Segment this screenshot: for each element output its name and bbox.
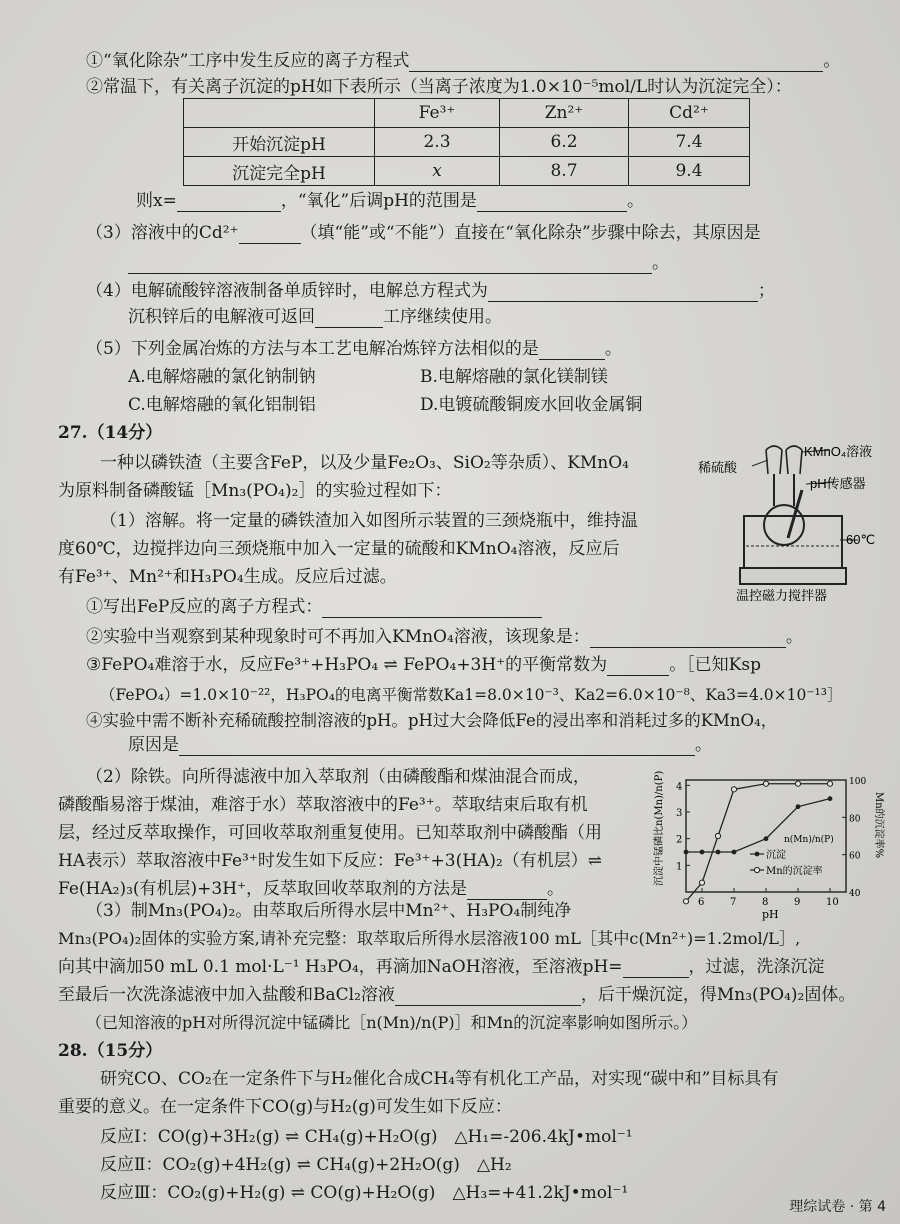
x-axis-label: pH (762, 908, 779, 921)
label-temp: 60℃ (846, 532, 876, 547)
q27-r4: HA表示）萃取溶液中Fe³⁺时发生如下反应：Fe³⁺+3(HA)₂（有机层）⇌ (58, 851, 603, 871)
series-rate-point (827, 781, 832, 786)
table-row: 沉淀完全pH x 8.7 9.4 (184, 157, 750, 186)
option-c: C.电解熔融的氧化铝制铝 (128, 395, 316, 415)
series-ratio-point (716, 850, 721, 855)
q27-r1: （2）除铁。向所得滤液中加入萃取剂（由磷酸酯和煤油混合而成， (86, 767, 590, 787)
q28-reaction2: 反应Ⅱ：CO₂(g)+4H₂(g) ⇌ CH₄(g)+2H₂O(g) △H₂ (100, 1155, 512, 1175)
series-ratio-point (828, 796, 833, 801)
q27-p1: 一种以磷铁渣（主要含FeP，以及少量Fe₂O₃、SiO₂等杂质）、KMnO₄ (100, 453, 629, 473)
q27-r10: （已知溶液的pH对所得沉淀中锰磷比［n(Mn)/n(P)］和Mn的沉淀率影响如图所示。） (86, 1013, 698, 1032)
series-rate-point (699, 880, 704, 885)
q26-line4: （3）溶液中的Cd²⁺ （填“能”或“不能”）直接在“氧化除杂”步骤中除去，其原因是 (86, 223, 761, 243)
chart-marks (676, 777, 866, 908)
funnel-kmno4 (786, 446, 802, 474)
x-tick-label: 8 (762, 897, 769, 908)
q28-p1: 研究CO、CO₂在一定条件下与H₂催化合成CH₄等有机化工产品，对实现“碳中和”目标具有 (100, 1069, 779, 1089)
annotation-ratio: n(Mn)/n(P) (784, 835, 834, 845)
series-ratio-point (764, 836, 769, 841)
series-rate-point (763, 781, 768, 786)
option-a: A.电解熔融的氯化钠制钠 (128, 367, 316, 387)
q27-r3: 层，经过反萃取操作，可回收萃取剂重复使用。已知萃取剂中磷酸酯（用 (58, 823, 602, 843)
answer-blank (409, 53, 823, 72)
option-d: D.电镀硫酸铜废水回收金属铜 (420, 395, 643, 415)
y-tick-label: 3 (676, 808, 683, 819)
ph-table (183, 98, 750, 186)
q27-s4b: 原因是 。 (128, 735, 712, 755)
y-tick-label: 4 (676, 781, 683, 793)
series-ratio-point (684, 850, 689, 855)
q26-line3: 则x= ，“氧化”后调pH的范围是 。 (136, 191, 644, 211)
q26-line7: 沉积锌后的电解液可返回 工序继续使用。 (128, 307, 502, 327)
q28-heading: 28.（15分） (58, 1041, 163, 1061)
stirrer-base (740, 568, 846, 584)
flask (764, 505, 804, 545)
option-b: B.电解熔融的氯化镁制镁 (420, 367, 608, 387)
ph-chart (650, 766, 890, 922)
q27-r8: 向其中滴加50 mL 0.1 mol·L⁻¹ H₃PO₄，再滴加NaOH溶液，至溶液pH= ，过滤，洗涤沉淀 (58, 957, 825, 977)
y-tick-label: 2 (676, 834, 683, 846)
q27-s3c: （FePO₄）=1.0×10⁻²²，H₃PO₄的电离平衡常数Ka1=8.0×10⁻³、Ka2=6.0×10⁻⁸、Ka3=4.0×10⁻¹³］ (100, 686, 843, 704)
series-rate-point (683, 899, 688, 904)
y2-axis-label: Mn的沉淀率% (873, 792, 884, 859)
q27-r7: Mn₃(PO₄)₂固体的实验方案,请补充完整：取萃取后所得水层溶液100 mL［其中c(Mn²⁺)=1.2mol/L］, (58, 929, 801, 948)
q27-p2: 为原料制备磷酸锰［Mn₃(PO₄)₂］的实验过程如下： (58, 481, 452, 501)
q27-heading: 27.（14分） (58, 423, 163, 443)
legend-ratio: 沉淀 (766, 850, 786, 861)
table-header: Zn²⁺ (500, 99, 629, 128)
y2-tick-label: 100 (849, 777, 867, 787)
q28-reaction1: 反应Ⅰ：CO(g)+3H₂(g) ⇌ CH₄(g)+H₂O(g) △H₁=-206.4kJ•mol⁻¹ (100, 1127, 633, 1147)
q27-p3: （1）溶解。将一定量的磷铁渣加入如图所示装置的三颈烧瓶中，维持温 (100, 511, 638, 531)
series-ratio-point (700, 850, 705, 855)
series-rate-point (731, 787, 736, 792)
label-stirrer: 温控磁力搅拌器 (736, 588, 828, 603)
funnel-acid (766, 446, 782, 474)
q26-line1: ①“氧化除杂”工序中发生反应的离子方程式 。 (86, 51, 841, 71)
series-ratio-point (796, 804, 801, 809)
q28-p2: 重要的意义。在一定条件下CO(g)与H₂(g)可发生如下反应： (58, 1097, 512, 1117)
label-sensor: pH传感器 (810, 476, 866, 491)
q27-s2: ②实验中当观察到某种现象时可不再加入KMnO₄溶液，该现象是： 。 (86, 627, 803, 647)
apparatus-diagram (670, 430, 892, 606)
x-tick-label: 10 (826, 897, 839, 908)
q27-r6: （3）制Mn₃(PO₄)₂。由萃取后所得水层中Mn²⁺、H₃PO₄制纯净 (86, 901, 572, 921)
y-axis-label: 沉淀中锰磷比n(Mn)/n(P) (654, 770, 665, 886)
series-rate-point (795, 781, 800, 786)
q27-r5: Fe(HA₂)₃(有机层)+3H⁺，反萃取回收萃取剂的方法是 。 (58, 879, 565, 899)
y-tick-label: 1 (676, 861, 683, 873)
q26-line6: （4）电解硫酸锌溶液制备单质锌时，电解总方程式为 ； (86, 281, 775, 301)
label-acid: 稀硫酸 (698, 460, 738, 475)
q27-s1: ①写出FeP反应的离子方程式： (86, 596, 542, 618)
q26-line2: ②常温下，有关离子沉淀的pH如下表所示（当离子浓度为1.0×10⁻⁵mol/L时认为沉淀完全）： (86, 77, 792, 97)
x-tick-label: 9 (794, 897, 801, 908)
y2-tick-label: 40 (849, 889, 861, 899)
q27-s4: ④实验中需不断补充稀硫酸控制溶液的pH。pH过大会降低Fe的浸出率和消耗过多的KMnO₄， (86, 711, 778, 730)
q27-r9: 至最后一次洗涤滤液中加入盐酸和BaCl₂溶液 ，后干燥沉淀，得Mn₃(PO₄)₂固体。 (58, 985, 856, 1005)
x-tick-label: 6 (698, 897, 705, 908)
q27-p4: 度60℃，边搅拌边向三颈烧瓶中加入一定量的硫酸和KMnO₄溶液，反应后 (58, 539, 620, 559)
y2-tick-label: 80 (849, 814, 861, 825)
table-header: Fe³⁺ (375, 99, 500, 128)
q26-line5: 。 (128, 252, 669, 274)
x-tick-label: 7 (730, 897, 737, 908)
label-kmno4: KMnO₄溶液 (804, 444, 873, 459)
q27-p5: 有Fe³⁺、Mn²⁺和H₃PO₄生成。反应后过滤。 (58, 567, 397, 587)
legend-rate: Mn的沉淀率 (766, 866, 823, 877)
table-header: Cd²⁺ (629, 99, 750, 128)
page-footer: 理综试卷 · 第 4 (789, 1199, 886, 1215)
table-row: 开始沉淀pH 2.3 6.2 7.4 (184, 128, 750, 157)
q27-s3: ③FePO₄难溶于水，反应Fe³⁺+H₃PO₄ ⇌ FePO₄+3H⁺的平衡常数为 。［已知Ksp (86, 655, 761, 675)
series-ratio-point (732, 850, 737, 855)
q27-r2: 磷酸酯易溶于煤油，难溶于水）萃取溶液中的Fe³⁺。萃取结束后取有机 (58, 795, 588, 815)
series-rate-point (715, 833, 720, 838)
q26-line8: （5）下列金属冶炼的方法与本工艺电解冶炼锌方法相似的是 。 (86, 339, 622, 359)
y2-tick-label: 60 (849, 851, 861, 862)
q28-reaction3: 反应Ⅲ：CO₂(g)+H₂(g) ⇌ CO(g)+H₂O(g) △H₃=+41.2kJ•mol⁻¹ (100, 1183, 629, 1203)
